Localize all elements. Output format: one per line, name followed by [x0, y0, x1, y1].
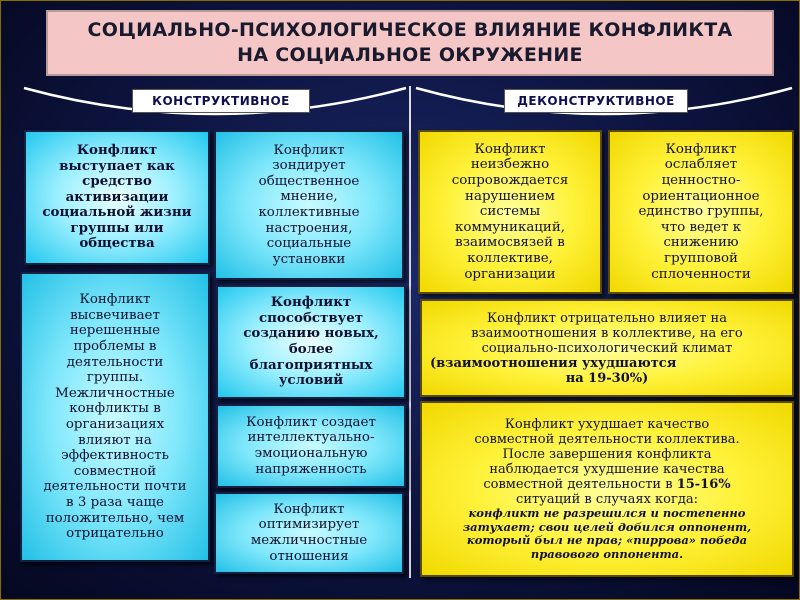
- d1-line-1: Конфликт: [474, 141, 546, 157]
- quality-italic-4: правового оппонента.: [530, 546, 684, 561]
- c3-line-2: высвечивает: [70, 307, 160, 323]
- d1-line-2: неизбежно: [470, 157, 550, 173]
- quality-line-6: ситуаций в случаях когда:: [516, 492, 698, 507]
- d2-line-8: групповой: [664, 250, 738, 266]
- c5-line-1: Конфликт создает: [246, 414, 376, 430]
- c3-line-8: конфликты в: [69, 401, 161, 417]
- d1-line-6: коммуникаций,: [454, 219, 566, 235]
- c3-line-11: эффективность: [61, 448, 169, 464]
- c1-line-4: активизации: [65, 188, 169, 205]
- c3-line-14: в 3 раза чаще: [66, 494, 164, 510]
- c3-line-12: совместной: [73, 463, 157, 479]
- c1-line-3: средство: [82, 173, 152, 190]
- climate-line-2: взаимоотношения в коллективе, на его: [471, 325, 743, 341]
- c2-line-8: установки: [272, 251, 346, 267]
- climate-line-3: социально-психологический климат: [481, 340, 733, 356]
- quality-line-3: После завершения конфликта: [502, 447, 712, 462]
- c6-line-4: отношения: [269, 548, 349, 564]
- constructive-box-relations: [214, 492, 404, 574]
- slide-title: [46, 10, 774, 76]
- destructive-box-communication: [418, 130, 602, 294]
- constructive-box-tension: [216, 404, 406, 488]
- c4-line-6: условий: [278, 372, 344, 389]
- quality-line-5: [483, 477, 730, 492]
- quality-line-1: Конфликт ухудшает качество: [504, 417, 710, 432]
- c3-line-15: положительно, чем: [45, 510, 185, 526]
- quality-italic-3: который был не прав; «пиррова» победа: [466, 533, 748, 547]
- c6-line-2: оптимизирует: [258, 517, 360, 533]
- c6-line-1: Конфликт: [273, 501, 345, 517]
- c5-line-3: эмоциональную: [254, 446, 368, 461]
- c6-line-3: межличностные: [250, 533, 368, 548]
- c4-line-4: более: [288, 341, 334, 357]
- quality-line-4: наблюдается ухудшение качества: [489, 462, 725, 477]
- c2-line-5: коллективные: [258, 205, 360, 220]
- d2-line-7: снижению: [663, 235, 739, 251]
- c2-line-3: общественное: [258, 173, 360, 189]
- constructive-box-activation: [24, 130, 210, 265]
- c1-line-6: группы или: [70, 219, 164, 236]
- d1-line-7: взаимосвязей в: [455, 235, 565, 251]
- quality-italic-2: затухает; свои целей добился оппонент,: [462, 519, 752, 534]
- c4-line-5: благоприятных: [249, 356, 373, 373]
- center-divider: [409, 86, 411, 578]
- c1-line-5: социальной жизни: [42, 204, 192, 221]
- d2-line-1: Конфликт: [665, 141, 737, 157]
- c4-line-2: способствует: [258, 309, 364, 326]
- d2-line-9: сплоченности: [651, 266, 751, 282]
- climate-bold-2: на 19-30%: [565, 370, 643, 386]
- d1-line-8: коллективе,: [467, 250, 553, 266]
- d1-line-4: нарушением: [465, 188, 555, 204]
- c4-line-3: созданию новых,: [243, 325, 379, 342]
- c2-line-4: мнение,: [280, 189, 338, 205]
- constructive-box-problems: [20, 272, 210, 562]
- climate-bold-1: (взаимоотношения ухудшаются: [430, 355, 677, 371]
- destructive-box-climate: [420, 299, 794, 397]
- c3-line-10: влияют на: [78, 432, 152, 448]
- d2-line-5: единство группы,: [638, 204, 764, 220]
- title-line-1: СОЦИАЛЬНО-ПСИХОЛОГИЧЕСКОЕ ВЛИЯНИЕ КОНФЛИКТА: [87, 19, 733, 41]
- quality-italic-1: конфликт не разрешился и постепенно: [468, 506, 746, 520]
- constructive-box-conditions: [216, 285, 406, 399]
- quality-line-5-text: совместной деятельности в: [483, 477, 677, 492]
- c3-line-6: группы.: [86, 370, 144, 386]
- c2-line-2: зондирует: [272, 158, 346, 174]
- climate-close: ): [642, 370, 649, 386]
- d2-line-6: что ведет к: [660, 219, 742, 235]
- d1-line-9: организации: [464, 266, 556, 282]
- c1-line-7: общества: [79, 235, 155, 252]
- d1-line-5: системы: [479, 204, 541, 220]
- c3-line-7: Межличностные: [55, 385, 175, 401]
- climate-bold-2-wrap: [566, 371, 649, 386]
- c1-line-1: Конфликт: [76, 141, 158, 158]
- quality-line-2: совместной деятельности коллектива.: [474, 432, 740, 447]
- c5-line-4: напряженность: [255, 461, 367, 477]
- c1-line-2: выступает как: [59, 157, 175, 174]
- c2-line-7: социальные: [266, 236, 352, 252]
- climate-line-1: Конфликт отрицательно влияет на: [487, 310, 727, 326]
- c2-line-1: Конфликт: [273, 142, 345, 158]
- destructive-box-cohesion: [608, 130, 794, 294]
- d2-line-3: ценностно-: [661, 173, 741, 189]
- c2-line-6: настроения,: [265, 220, 353, 236]
- c3-line-3: нерешенные: [69, 323, 161, 339]
- category-constructive: КОНСТРУКТИВНОЕ: [132, 89, 310, 113]
- c4-line-1: Конфликт: [270, 294, 352, 311]
- c3-line-13: деятельности почти: [43, 479, 187, 495]
- d2-line-4: ориентационное: [642, 188, 760, 204]
- quality-percent: 15-16%: [676, 477, 731, 492]
- title-line-2: НА СОЦИАЛЬНОЕ ОКРУЖЕНИЕ: [237, 44, 583, 66]
- c3-line-16: отрицательно: [66, 526, 164, 542]
- d1-line-3: сопровождается: [451, 173, 569, 189]
- category-destructive: ДЕКОНСТРУКТИВНОЕ: [504, 89, 688, 113]
- c3-line-4: проблемы в: [73, 339, 157, 355]
- c3-line-9: организациях: [65, 417, 165, 432]
- d2-line-2: ослабляет: [664, 157, 738, 173]
- c3-line-5: деятельности: [66, 354, 164, 370]
- destructive-box-quality: [420, 401, 794, 577]
- c3-line-1: Конфликт: [79, 292, 151, 308]
- constructive-box-opinion: [214, 130, 404, 280]
- c5-line-2: интеллектуально-: [247, 430, 375, 446]
